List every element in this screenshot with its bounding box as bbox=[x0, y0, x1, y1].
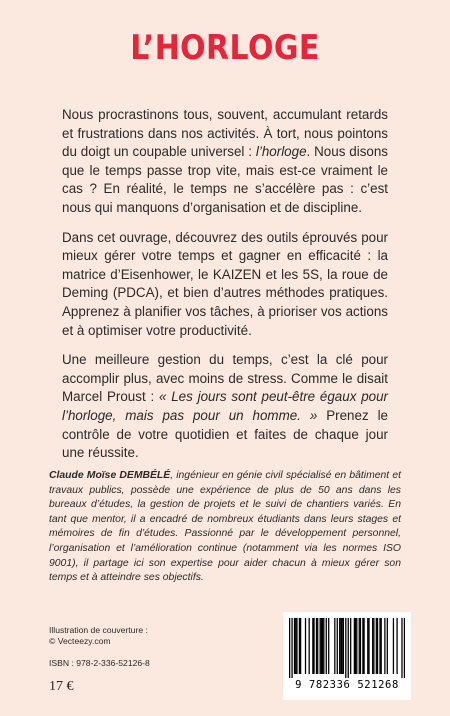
blurb-paragraph-2: Dans cet ouvrage, découvrez des outils éprouvés pour mieux gérer votre temps et gagner en efficacité : la matrice d’Eisenhower, le KAIZEN et les 5S, la roue de Deming (PDCA), et bien d’autres méthodes pratiques. Apprenez à planifier vos tâches, à prioriser vos actions et à optimiser votre productivité. bbox=[62, 229, 388, 338]
author-bio-text: , ingénieur en génie civil spécialisé en bâtiment et travaux publics, possède une expérience de plus de 50 ans dans les bureaux d’études, la gestion de projets et le suivi de chantiers variés. En tant que mentor, il a encadré de nombreux étudiants dans leurs stages et mémoires de fin d’études. Passionné par le développement personnel, l’organisation et l’amélioration continue (notamment via les normes ISO 9001), il partage ici son expertise pour aider chacun à mieux gérer son temps et à atteindre ses objectifs. bbox=[49, 470, 401, 584]
barcode-bar bbox=[368, 618, 369, 674]
author-bio bbox=[49, 469, 401, 586]
barcode-bar bbox=[291, 618, 292, 678]
barcode-bar bbox=[312, 618, 313, 674]
barcode-bar bbox=[381, 618, 382, 674]
blurb-emphasis: l’horloge bbox=[255, 144, 307, 160]
barcode-bar bbox=[337, 618, 338, 674]
barcode-bar bbox=[343, 618, 344, 674]
barcode-bar bbox=[356, 618, 357, 674]
barcode-bar bbox=[396, 618, 397, 674]
proust-quote: « Les jours sont peut-être égaux pour l’horloge, mais pas pour un homme. » bbox=[62, 389, 388, 423]
barcode-bar bbox=[340, 618, 341, 674]
credit-line-1: Illustration de couverture : bbox=[49, 625, 148, 635]
barcode-bar bbox=[295, 618, 296, 674]
isbn: ISBN : 978-2-336-52126-8 bbox=[49, 658, 150, 668]
barcode-bar bbox=[328, 618, 329, 674]
author-name: Claude Moïse DEMBÉLÉ bbox=[49, 470, 171, 481]
barcode-bar bbox=[360, 618, 361, 674]
barcode-bar bbox=[294, 618, 295, 674]
barcode-bar bbox=[350, 618, 351, 674]
barcode-bar bbox=[320, 618, 321, 674]
back-cover-blurb bbox=[62, 106, 388, 463]
price: 17 € bbox=[49, 679, 74, 694]
barcode-bar bbox=[372, 618, 373, 674]
barcode-bar bbox=[289, 618, 290, 678]
barcode-bar bbox=[362, 618, 363, 674]
barcode-bar bbox=[355, 618, 356, 674]
barcode-bar bbox=[384, 618, 385, 674]
barcode-bar bbox=[354, 618, 355, 674]
blurb-paragraph-1 bbox=[62, 106, 388, 218]
barcode-bar bbox=[321, 618, 322, 674]
barcode-bar bbox=[309, 618, 310, 674]
barcode-bar bbox=[387, 618, 388, 674]
barcode-bar bbox=[401, 618, 402, 678]
barcode-bar bbox=[359, 618, 360, 674]
barcode-bar bbox=[363, 618, 364, 674]
blurb-text: . Nous disons que le temps passe trop vite, mais est-ce vraiment le cas ? En réalité, le temps ne s’accélère pas : c’est nous qui manquons d’organisation et de discipline. bbox=[62, 144, 388, 215]
barcode-bar bbox=[342, 618, 343, 674]
credit-line-2: © Vecteezy.com bbox=[49, 636, 111, 646]
barcode bbox=[283, 612, 411, 700]
blurb-text: Nous procrastinons tous, souvent, accumulant retards et frustrations dans nos activités. À tort, nous pointons du doigt un coupable universel : bbox=[62, 107, 388, 160]
barcode-bar bbox=[322, 618, 323, 674]
barcode-bar bbox=[316, 618, 317, 674]
barcode-bar bbox=[377, 618, 378, 674]
barcode-bar bbox=[367, 618, 368, 674]
barcode-bar bbox=[404, 618, 405, 678]
book-title: L’HORLOGE bbox=[130, 28, 320, 68]
barcode-bars bbox=[289, 618, 405, 678]
blurb-paragraph-3 bbox=[62, 351, 388, 463]
barcode-bar bbox=[313, 618, 314, 674]
barcode-bar bbox=[379, 618, 380, 674]
barcode-bar bbox=[326, 618, 327, 674]
barcode-digits: 9 782336 521268 bbox=[295, 679, 399, 691]
barcode-bar bbox=[296, 618, 297, 674]
barcode-bar bbox=[348, 618, 349, 678]
barcode-bar bbox=[393, 618, 394, 674]
barcode-bar bbox=[339, 618, 340, 674]
barcode-bar bbox=[299, 618, 300, 674]
barcode-bar bbox=[376, 618, 377, 674]
blurb-text: Une meilleure gestion du temps, c’est la clé pour accomplir plus, avec moins de stress. Comme le disait Marcel Proust : bbox=[62, 352, 388, 405]
barcode-bar bbox=[300, 618, 301, 674]
barcode-bar bbox=[334, 618, 335, 674]
cover-credit bbox=[49, 625, 219, 647]
barcode-bar bbox=[323, 618, 324, 674]
barcode-bar bbox=[345, 618, 346, 678]
blurb-text: Prenez le contrôle de votre quotidien et faites de chaque jour une réussite. bbox=[62, 407, 388, 461]
barcode-bar bbox=[305, 618, 306, 674]
barcode-bar bbox=[373, 618, 374, 674]
barcode-bar bbox=[317, 618, 318, 674]
